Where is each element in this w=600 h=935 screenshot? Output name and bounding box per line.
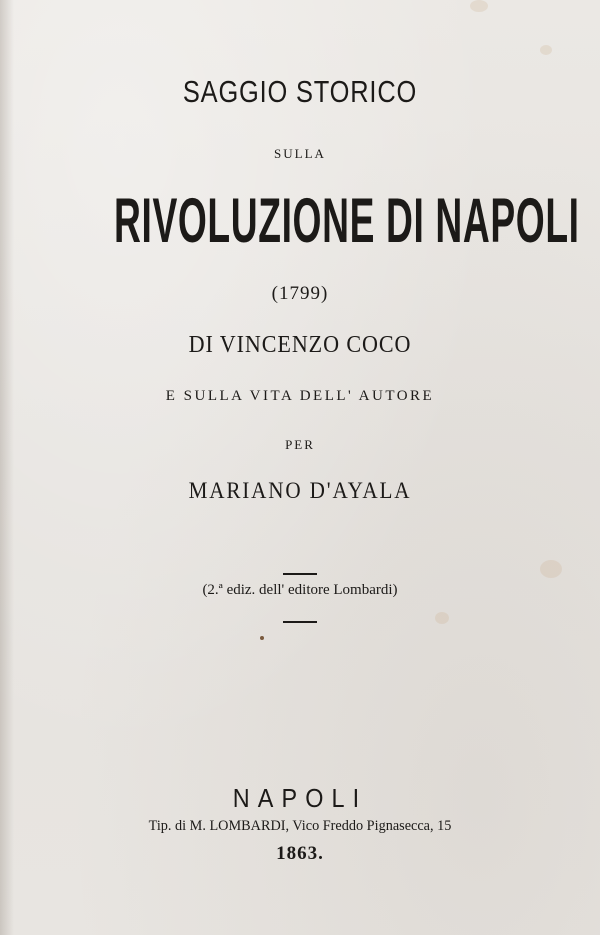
biography-line: E SULLA VITA DELL' AUTORE [165, 388, 435, 404]
ink-speck [260, 636, 264, 640]
foxing-spot [540, 45, 552, 55]
foxing-spot [470, 0, 488, 12]
foxing-spot [435, 612, 449, 624]
title-year: (1799) [271, 283, 329, 304]
main-title: RIVOLUZIONE DI NAPOLI [114, 185, 580, 256]
page-edge-shadow [0, 0, 14, 935]
imprint-printer: Tip. di M. LOMBARDI, Vico Freddo Pignasecca, 15 [148, 818, 452, 834]
edition-note: (2.ª ediz. dell' editore Lombardi) [202, 582, 398, 598]
imprint-year: 1863. [276, 843, 324, 864]
foxing-spot [540, 560, 562, 578]
title-connector: SULLA [274, 146, 326, 161]
divider-rule-bottom [283, 621, 317, 623]
editor-name: MARIANO D'AYALA [188, 478, 412, 503]
divider-rule-top [283, 573, 317, 575]
title-line-1: SAGGIO STORICO [182, 74, 418, 109]
by-word: PER [285, 437, 315, 452]
imprint-city: NAPOLI [232, 783, 368, 813]
author-line: DI VINCENZO COCO [188, 332, 412, 358]
